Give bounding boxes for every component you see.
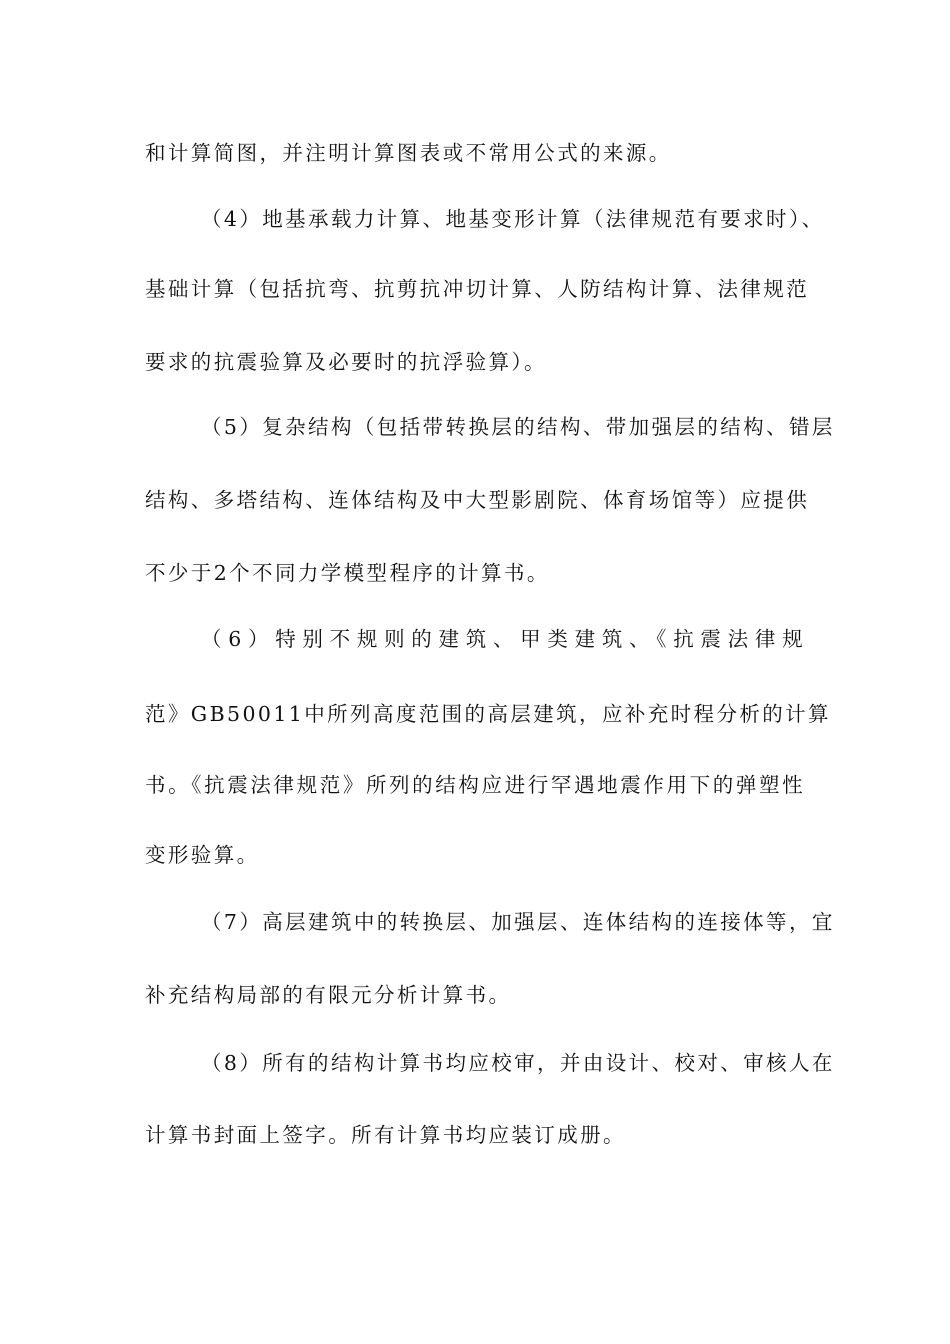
text-line-5: （5）复杂结构（包括带转换层的结构、带加强层的结构、错层	[201, 415, 835, 439]
text-line-8: （6）特别不规则的建筑、甲类建筑、《抗震法律规	[201, 627, 805, 651]
text-line-11: 变形验算。	[145, 843, 260, 867]
text-line-6: 结构、多塔结构、连体结构及中大型影剧院、体育场馆等）应提供	[145, 488, 810, 512]
text-line-12: （7）高层建筑中的转换层、加强层、连体结构的连接体等，宜	[201, 910, 835, 934]
text-line-3: 基础计算（包括抗弯、抗剪抗冲切计算、人防结构计算、法律规范	[145, 277, 810, 301]
text-line-9: 范》GB50011中所列高度范围的高层建筑，应补充时程分析的计算	[145, 702, 831, 726]
text-line-1: 和计算简图，并注明计算图表或不常用公式的来源。	[145, 141, 672, 165]
text-line-7: 不少于2个不同力学模型程序的计算书。	[145, 561, 550, 585]
text-line-2: （4）地基承载力计算、地基变形计算（法律规范有要求时）、	[201, 207, 825, 231]
text-line-4: 要求的抗震验算及必要时的抗浮验算）。	[145, 350, 547, 374]
text-line-10: 书。《抗震法律规范》所列的结构应进行罕遇地震作用下的弹塑性	[145, 773, 805, 797]
text-line-14: （8）所有的结构计算书均应校审，并由设计、校对、审核人在	[201, 1051, 835, 1075]
text-line-15: 计算书封面上签字。所有计算书均应装订成册。	[145, 1123, 626, 1147]
text-line-13: 补充结构局部的有限元分析计算书。	[145, 983, 512, 1007]
